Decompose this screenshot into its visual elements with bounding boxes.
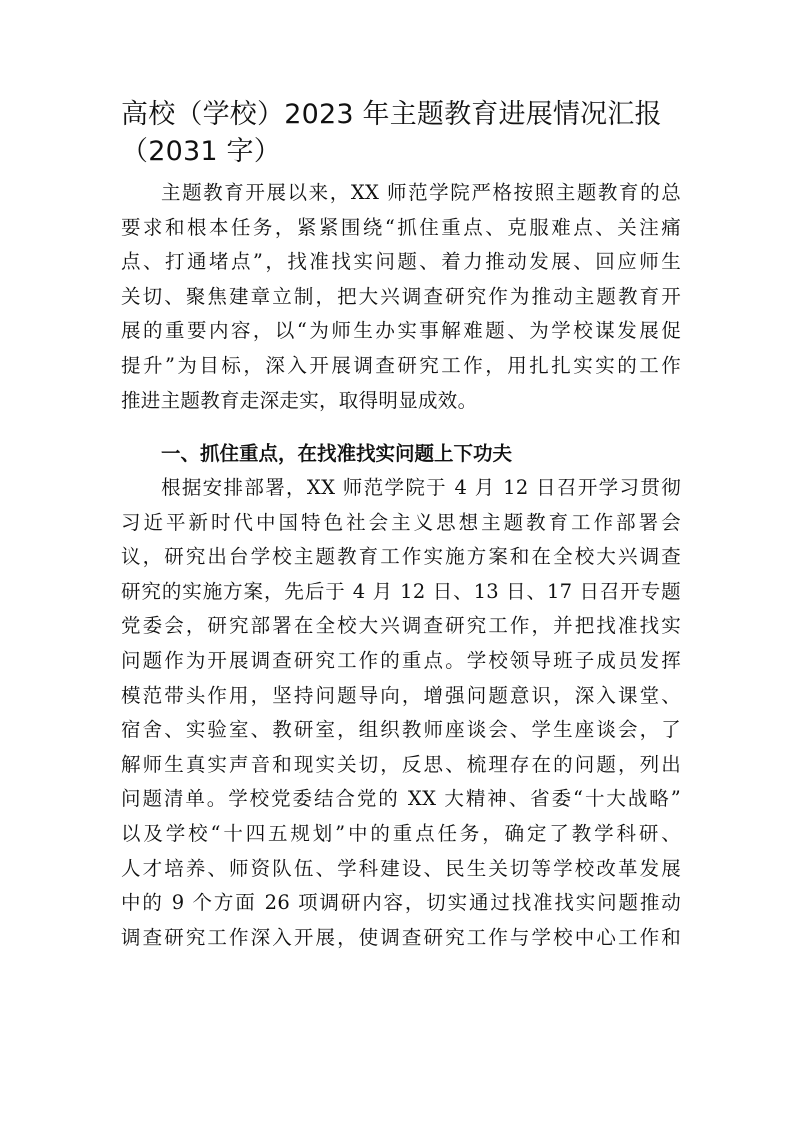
paragraph-line: 解师生真实声音和现实关切，反思、梳理存在的问题，列出: [121, 752, 681, 776]
paragraph-line: 展的重要内容，以“为师生办实事解难题、为学校谋发展促: [121, 319, 681, 343]
paragraph-line: 根据安排部署，XX 师范学院于 4 月 12 日召开学习贯彻: [161, 476, 681, 499]
paragraph-line: 关切、聚焦建章立制，把大兴调查研究作为推动主题教育开: [121, 284, 681, 308]
paragraph-line: 研究的实施方案，先后于 4 月 12 日、13 日、17 日召开专题: [121, 579, 681, 603]
paragraph-line: 点、打通堵点”，找准找实问题、着力推动发展、回应师生: [121, 250, 681, 274]
paragraph-line: 人才培养、师资队伍、学科建设、民生关切等学校改革发展: [121, 856, 681, 880]
paragraph-line: 提升”为目标，深入开展调查研究工作，用扎扎实实的工作: [121, 353, 681, 377]
paragraph-line: 习近平新时代中国特色社会主义思想主题教育工作部署会: [121, 510, 681, 534]
paragraph-line: 问题作为开展调查研究工作的重点。学校领导班子成员发挥: [121, 648, 681, 672]
title-line: （2031 字）: [121, 136, 281, 167]
paragraph-line: 问题清单。学校党委结合党的 XX 大精神、省委“十大战略”: [121, 787, 681, 811]
paragraph-line: 党委会，研究部署在全校大兴调查研究工作，并把找准找实: [121, 614, 681, 638]
paragraph-line: 以及学校“十四五规划”中的重点任务，确定了教学科研、: [121, 821, 681, 845]
paragraph-line: 推进主题教育走深走实，取得明显成效。: [121, 388, 478, 412]
paragraph-line: 宿舍、实验室、教研室，组织教师座谈会、学生座谈会，了: [121, 718, 681, 742]
paragraph-line: 议，研究出台学校主题教育工作实施方案和在全校大兴调查: [121, 545, 681, 569]
title-line: 高校（学校）2023 年主题教育进展情况汇报: [121, 99, 662, 130]
paragraph-line: 调查研究工作深入开展，使调查研究工作与学校中心工作和: [121, 925, 681, 949]
paragraph-line: 模范带头作用，坚持问题导向，增强问题意识，深入课堂、: [121, 683, 681, 707]
document-title: [121, 96, 681, 170]
section-heading: 一、抓住重点，在找准找实问题上下功夫: [161, 442, 513, 465]
paragraph-line: 要求和根本任务，紧紧围绕“抓住重点、克服难点、关注痛: [121, 215, 681, 239]
paragraph-line: 中的 9 个方面 26 项调研内容，切实通过找准找实问题推动: [121, 891, 681, 915]
paragraph-line: 主题教育开展以来，XX 师范学院严格按照主题教育的总: [161, 181, 681, 204]
intro-paragraph: [121, 176, 681, 418]
section-paragraph: [121, 471, 681, 955]
